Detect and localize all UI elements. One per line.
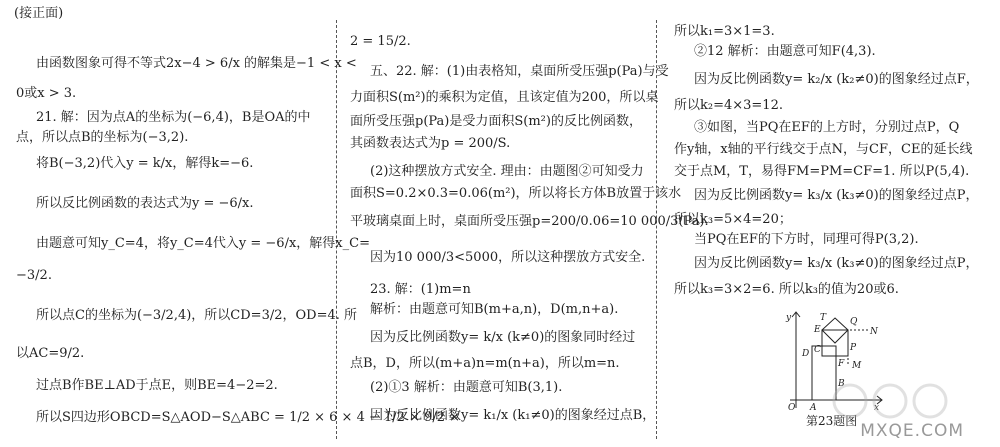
text-line: (2)这种摆放方式安全. 理由：由题图②可知受力 xyxy=(370,164,644,179)
text-line: 所以k₁=3×1=3. xyxy=(674,24,775,39)
fig-label: T xyxy=(820,313,827,323)
text-line: 以AC=9/2. xyxy=(16,346,85,361)
text-line: 由函数图象可得不等式2x−4 > 6/x 的解集是−1 < x < xyxy=(36,56,357,71)
text-line: −3/2. xyxy=(16,268,52,283)
fig-label: C xyxy=(814,345,821,355)
text-line: ③如图，当PQ在EF的上方时，分别过点P，Q xyxy=(694,120,960,135)
fig-label: F xyxy=(838,359,845,369)
column-divider-left xyxy=(336,20,337,439)
text-line: 所以k₃=3×2=6. 所以k₃的值为20或6. xyxy=(674,282,899,297)
text-line: 因为反比例函数y= k₁/x (k₁≠0)的图象经过点B， xyxy=(370,408,656,423)
text-line: 由题意可知y_C=4，将y_C=4代入y = −6/x，解得x_C= xyxy=(36,236,370,251)
text-line: 所以k₃=5×4=20； xyxy=(674,212,792,227)
text-line: 过点B作BE⊥AD于点E，则BE=4−2=2. xyxy=(36,378,278,393)
fig-label: A xyxy=(810,403,817,413)
text-line: 其函数表达式为p = 200/S. xyxy=(350,136,511,151)
text-line: 因为反比例函数y= k₃/x (k₃≠0)的图象经过点P， xyxy=(694,256,979,271)
text-line: 力面积S(m²)的乘积为定值，且该定值为200，所以桌 xyxy=(350,90,659,105)
text-line: 将B(−3,2)代入y = k/x，解得k=−6. xyxy=(36,156,254,171)
text-line: 所以k₂=4×3=12. xyxy=(674,98,783,113)
text-line: 0或x > 3. xyxy=(16,86,77,101)
fig-label: x xyxy=(874,403,880,413)
text-line: 当PQ在EF的下方时，同理可得P(3,2). xyxy=(694,232,919,247)
text-line: 所以反比例函数的表达式为y = −6/x. xyxy=(36,196,254,211)
text-line: 面所受压强p(Pa)是受力面积S(m²)的反比例函数， xyxy=(350,114,642,129)
text-line: 面积S=0.2×0.3=0.06(m²)，所以将长方体B放置于该水 xyxy=(350,186,682,201)
fig-label: Q xyxy=(850,317,858,327)
text-line: 2 = 15/2. xyxy=(350,34,411,49)
text-line: 交于点M，T，易得FM=PM=CF=1. 所以P(5,4). xyxy=(674,164,970,179)
text-line: 点B，D，所以(m+a)n=m(n+a)，所以m=n. xyxy=(350,356,620,371)
fig-label: y xyxy=(786,313,792,323)
text-line: 因为反比例函数y= k/x (k≠0)的图象同时经过 xyxy=(370,330,636,345)
fig-label: B xyxy=(838,379,845,389)
text-line: (2)①3 解析：由题意可知B(3,1). xyxy=(370,380,563,395)
fig-label: O xyxy=(788,403,796,413)
fig-label: N xyxy=(870,327,878,337)
text-line: 解析：由题意可知B(m+a,n)，D(m,n+a). xyxy=(370,302,619,317)
fig-label: D xyxy=(802,349,810,359)
fig-label: E xyxy=(814,325,821,335)
text-line: 因为反比例函数y= k₃/x (k₃≠0)的图象经过点P， xyxy=(694,188,979,203)
fig-label: M xyxy=(852,361,862,371)
text-line: 点，所以点B的坐标为(−3,2). xyxy=(16,130,189,145)
watermark-text: MXQE.COM xyxy=(860,421,964,441)
text-line: 五、22. 解：(1)由表格知，桌面所受压强p(Pa)与受 xyxy=(370,64,669,79)
page-header: (接正面) xyxy=(14,6,64,21)
text-line: 因为10 000/3<5000，所以这种摆放方式安全. xyxy=(370,250,646,265)
text-line: 23. 解：(1)m=n xyxy=(370,282,471,297)
text-line: 所以S四边形OBCD=S△AOD−S△ABC = 1/2 × 6 × 4 − 1/2 × 9/2 × xyxy=(36,410,461,425)
column-middle xyxy=(346,0,709,447)
fig-label: P xyxy=(850,343,857,353)
text-line: 因为反比例函数y= k₂/x (k₂≠0)的图象经过点F， xyxy=(694,72,979,87)
text-line: ②12 解析：由题意可知F(4,3). xyxy=(694,44,876,59)
text-line: 21. 解：因为点A的坐标为(−6,4)，B是OA的中 xyxy=(36,110,311,125)
text-line: 作y轴，x轴的平行线交于点N，与CF，CE的延长线 xyxy=(674,142,973,157)
text-line: 平玻璃桌面上时，桌面所受压强p=200/0.06=10 000/3(Pa). xyxy=(350,214,709,229)
text-line: 所以点C的坐标为(−3/2,4)，所以CD=3/2，OD=4. 所 xyxy=(36,308,358,323)
figure-caption: 第23题图 xyxy=(806,414,858,428)
